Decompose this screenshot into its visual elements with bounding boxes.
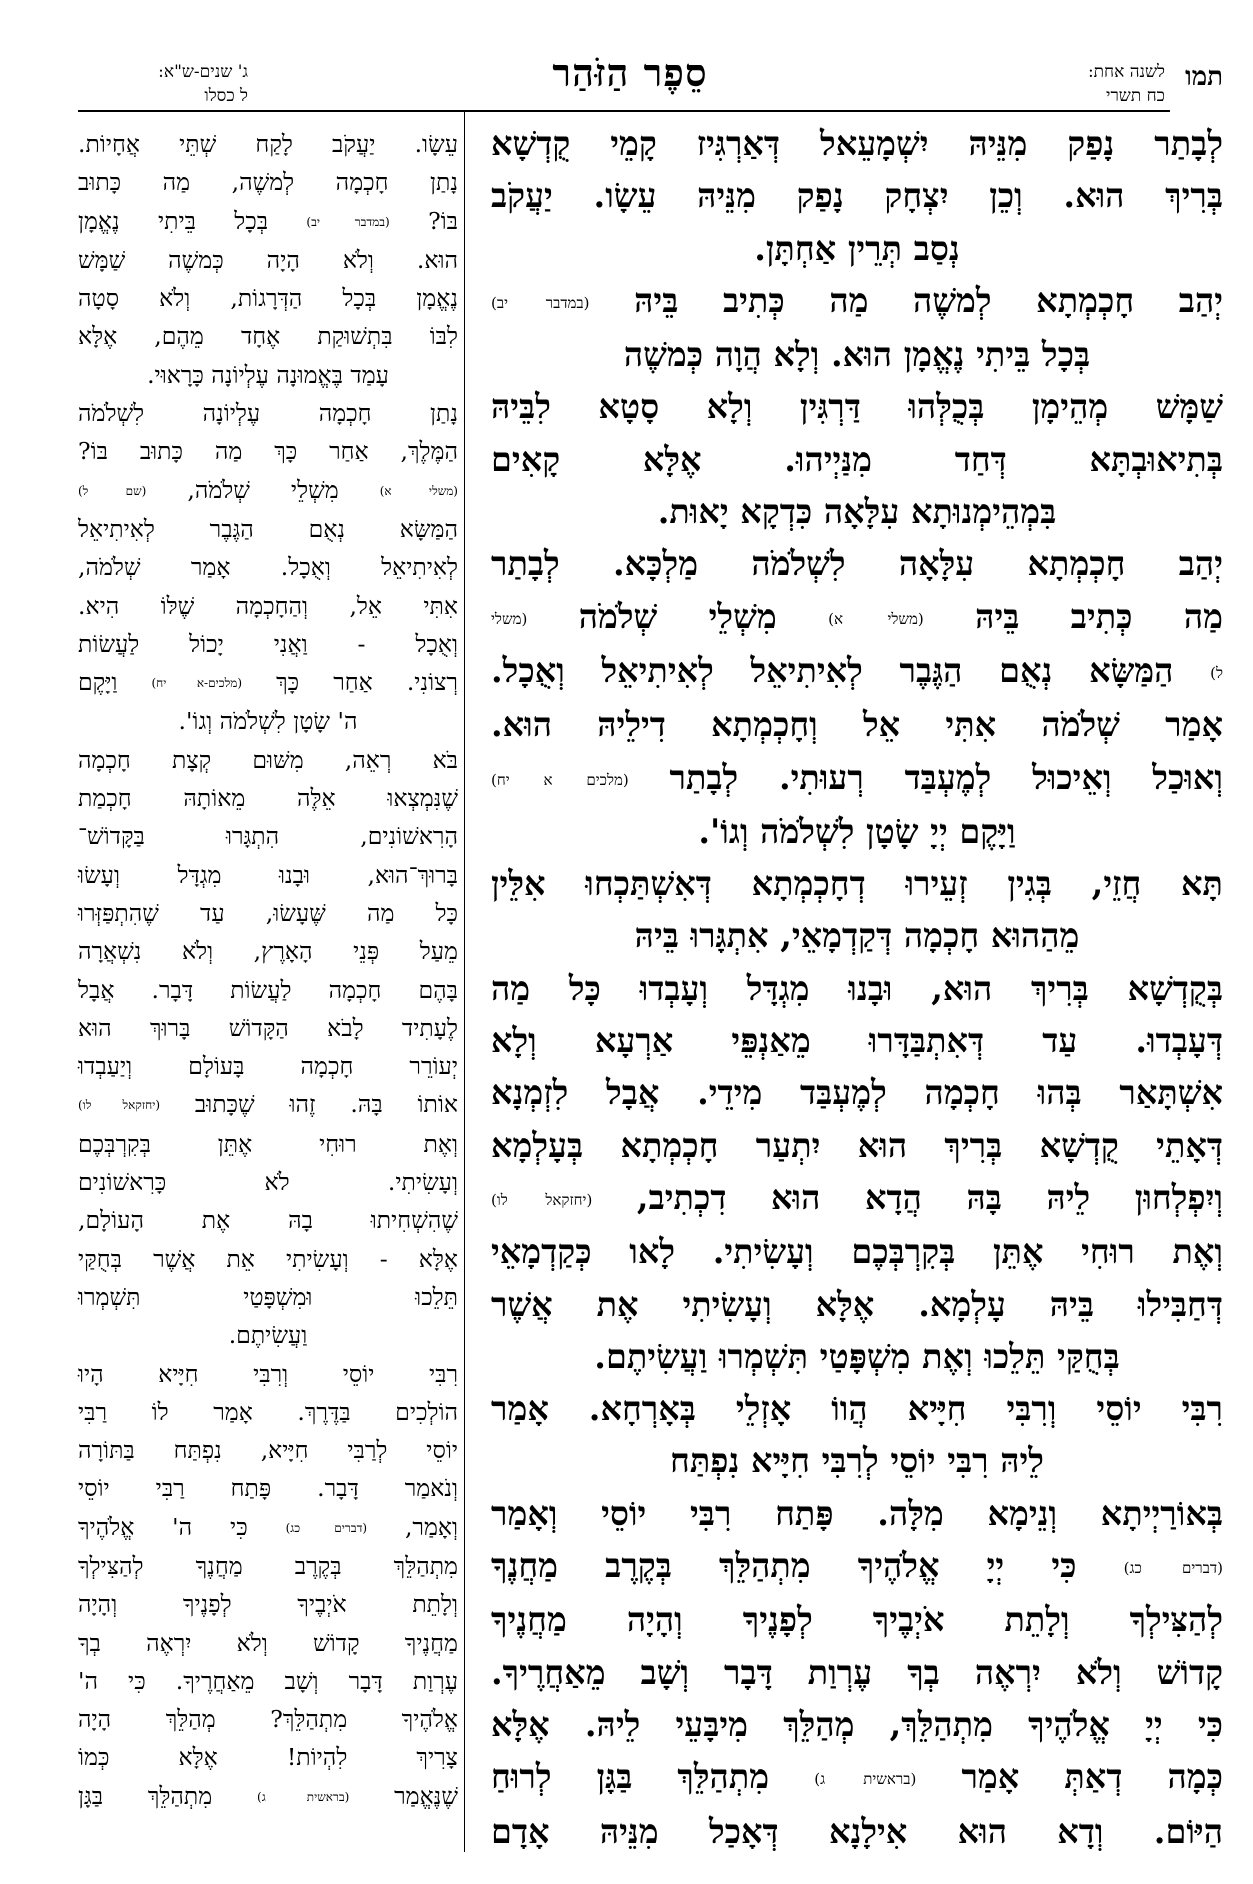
main-line: [491, 275, 1223, 329]
main-line: כִּי יְיָ אֱלֹהֶיךָ מִתְהַלֵּךְ, מְהַלֵּךְ מִיבָּעֵי לֵיהּ. אֶלָּא: [491, 1704, 1223, 1744]
yearly-label: לשנה אחת:: [1087, 62, 1165, 82]
side-line: [78, 202, 458, 241]
yearly-schedule: [1088, 60, 1165, 108]
side-line: כָּל מַה שֶּׁעָשׂוּ, עַד שֶׁהִתְפַּזְּרוּ: [78, 898, 458, 927]
main-line: בְּכָל בֵּיתִי נֶאֱמָן הוּא. וְלָא הֲוָה כְּמשֶׁה: [623, 335, 1091, 375]
main-line-text: כְּמָה דְאַתְּ אָמַר: [961, 1757, 1224, 1797]
side-line: מַחֲנֶיךָ קָדוֹשׁ וְלֹא יִרְאֶה בְךָ: [78, 1628, 458, 1657]
aramaic-column: [491, 118, 1223, 1858]
source-ref: (דברים כג): [285, 1520, 368, 1535]
main-line: לְהַצִּילְךָ וְלָתֵת אֹיְבֶיךָ לְפָנֶיךָ וְהָיָה מַחֲנֶיךָ: [491, 1600, 1223, 1640]
main-line-text: וְיִפְלְחוּן לֵיהּ בָּהּ הֲדָא הוּא דִכְתִיב,: [636, 1177, 1223, 1217]
source-ref: (יחזקאל לו): [491, 1190, 593, 1209]
source-ref: (במדבר יב): [491, 293, 590, 312]
side-line: [78, 663, 458, 702]
side-line: הוֹלְכִים בַּדֶּרֶךְ. אָמַר לוֹ רַבִּי: [78, 1397, 458, 1426]
main-line: [491, 645, 1223, 699]
main-line: דְּאָתֵי קֻדְשָׁא בְּרִיךְ הוּא יִתְעַר חָכְמְתָא בְּעָלְמָא: [491, 1125, 1223, 1165]
side-line-text: מִשְׁלֵי שְׁלֹמֹה,: [187, 475, 339, 504]
side-line: עֶרְוַת דָּבָר וְשָׁב מֵאַחֲרֶיךָ. כִּי ה': [78, 1666, 458, 1695]
side-line: בֹּא רְאֵה, מִשּׁוּם קְצָת חָכְמָה: [78, 745, 458, 774]
main-line: תָּא חֲזֵי, בְּגִין זְעֵירוּ דְחָכְמְתָא דְּאִשְׁתַּכְחוּ אִלֵּין: [491, 864, 1223, 904]
source-ref: (משלי א): [379, 483, 458, 498]
side-line-text: וַיָּקֶם: [78, 668, 118, 697]
main-line: מֵהַהוּא חָכְמָה דְּקַדְמָאֵי, אִתְגָּרוּ בֵּיהּ: [634, 916, 1080, 956]
side-line-text: כִּי ה' אֱלֹהֶיךָ: [78, 1512, 248, 1541]
hebrew-translation-column: [78, 125, 458, 1816]
side-line: שֶׁהִשְׁחִיתוּ בָהּ אֶת הָעוֹלָם,: [78, 1206, 458, 1235]
source-ref: (בראשית ג): [257, 1789, 350, 1804]
side-line: נֶאֱמָן בְּכָל הַדְּרָגוֹת, וְלֹא סָטָה: [78, 284, 458, 313]
side-line: רִבִּי יוֹסֵי וְרִבִּי חִיָּיא הָיוּ: [78, 1359, 458, 1388]
side-line: אֶלָּא - וְעָשִׂיתִי אֵת אֲשֶׁר בְּחֻקַּי: [78, 1244, 458, 1273]
source-ref: (במדבר יב): [306, 214, 390, 229]
main-line: בְּרִיךְ הוּא. וְכֵן יִצְחָק נָפַק מִנֵּיהּ עֵשָׂו. יַעֲקֹב: [491, 176, 1223, 216]
main-line-text: הַמַּשָּׂא נְאֻם הַגֶּבֶר לְאִיתִיאֵל לְאִיתִיאֵל וְאֻכָל.: [491, 650, 1174, 690]
main-line-text: יְהַב חָכְמְתָא לְמשֶׁה מַה כְּתִיב בֵּיהּ: [634, 280, 1223, 320]
main-line: [491, 1540, 1223, 1594]
side-line: אִתִּי אֵל, וְהַחָכְמָה שֶׁלּוֹ הִיא.: [78, 591, 458, 620]
side-line: [78, 1777, 458, 1816]
yearly-date: כח תשרי: [1106, 86, 1165, 106]
side-line-text: רְצוֹנִי. אַחַר כָּךְ: [276, 668, 458, 697]
side-line: וְאֻכָל - וַאֲנִי יָכוֹל לַעֲשׂוֹת: [78, 629, 458, 658]
main-line: הַיּוֹם. וְדָא הוּא אִילָנָא דְּאָכַל מִנֵּיהּ אָדָם: [491, 1811, 1223, 1851]
side-line: הַמֶּלֶךְ, אַחַר כָּךְ מַה כָּתוּב בּוֹ?: [78, 437, 458, 466]
side-line-text: אוֹתוֹ בָּהּ. זֶהוּ שֶׁכָּתוּב: [194, 1090, 458, 1119]
side-line-text: בְּכָל בֵּיתִי נֶאֱמָן: [78, 206, 269, 235]
main-line: בְּחֻקַּי תֵּלֵכוּ וְאֶת מִשְׁפָּטַי תִּשְׁמְרוּ וַעֲשִׂיתֶם.: [594, 1336, 1120, 1376]
side-line: וְלָתֵת אֹיְבֶיךָ לְפָנֶיךָ וְהָיָה: [78, 1590, 458, 1619]
main-line: רִבִּי יוֹסֵי וְרִבִּי חִיָּיא הֲווֹ אָזְלֵי בְּאָרְחָא. אָמַר: [491, 1389, 1223, 1429]
page-number: תמו: [1185, 62, 1223, 92]
main-line: נְסַב תְּרֵין אַחְתָּן.: [754, 228, 960, 268]
header-rule: [78, 110, 1170, 112]
source-ref: (משלי א): [828, 609, 924, 628]
side-line: יוֹסֵי לְרַבִּי חִיָּיא, נִפְתַּח בַּתּוֹרָה: [78, 1436, 458, 1465]
source-ref: (יחזקאל לו): [78, 1098, 161, 1113]
main-line: דְּעָבְדוּ. עַד דְּאִתְבַּדָּרוּ מֵאַנְפֵּי אַרְעָא וְלָא: [491, 1021, 1223, 1061]
main-line-text: מִשְׁלֵי שְׁלֹמֹה: [578, 596, 777, 636]
side-line: לְאִיתִיאֵל וְאֻכָל. אָמַר שְׁלֹמֹה,: [78, 553, 458, 582]
main-line-text: כִּי יְיָ אֱלֹהֶיךָ מִתְהַלֵּךְ בְּקֶרֶב מַחֲנֶךָ: [491, 1546, 1077, 1586]
source-ref: ל): [1210, 663, 1223, 682]
source-ref: (מלכים-א יח): [151, 676, 243, 691]
side-line: עָמַד בֶּאֱמוּנָה עֶלְיוֹנָה כָּרָאוּי.: [147, 360, 389, 389]
main-line: אָמַר שְׁלֹמֹה אִתִּי אֵל וְחָכְמְתָא דִילֵיהּ הוּא.: [491, 705, 1223, 745]
side-line-text: מִתְהַלֵּךְ בַּגָּן: [78, 1781, 213, 1810]
side-line: נָתַן חָכְמָה לְמשֶׁה, מַה כָּתוּב: [78, 168, 458, 197]
side-line-text: שֶׁנֶּאֱמַר: [394, 1781, 458, 1810]
side-line-text: וְאָמַר,: [404, 1512, 458, 1541]
side-line: נָתַן חָכְמָה עֶלְיוֹנָה לִשְׁלֹמֹה: [78, 399, 458, 428]
main-line: קָדוֹשׁ וְלֹא יִרְאֶה בְךָ עֶרְוַת דָּבָר וְשָׁב מֵאַחֲרֶיךָ.: [491, 1652, 1223, 1692]
side-line: בָּרוּךְ־הוּא, וּבָנוּ מִגְדָּל וְעָשׂוּ: [78, 860, 458, 889]
source-ref: (דברים כג): [1123, 1559, 1223, 1578]
main-line: שַׁמָּשׁ מְהֵימָן בְּכֻלְּהוּ דַּרְגִּין וְלָא סָטָא לִבֵּיהּ: [491, 387, 1223, 427]
source-ref: (מלכים א יח): [491, 770, 629, 789]
side-line: אֱלֹהֶיךָ מִתְהַלֵּךְ? מְהַלֵּךְ הָיָה: [78, 1705, 458, 1734]
main-line: בְּאוֹרַיְיתָא וְנֵימָא מִלָּה. פָּתַח רִבִּי יוֹסֵי וְאָמַר: [491, 1493, 1223, 1533]
side-line: יְעוֹרֵר חָכְמָה בָּעוֹלָם וְיַעַבְדוּ: [78, 1052, 458, 1081]
main-line: [491, 1172, 1223, 1226]
side-line: שֶׁנִּמְצְאוּ אֵלֶּה מֵאוֹתָהּ חָכְמַת: [78, 784, 458, 813]
main-line-text: מַה כְּתִיב בֵּיהּ: [975, 596, 1224, 636]
main-line: בִּמְהֵימְנוּתָא עִלָּאָה כִּדְקָא יָאוּת.: [657, 492, 1057, 532]
main-line: בְּקֻדְשָׁא בְּרִיךְ הוּא, וּבָנוּ מִגְדָּל וְעָבְדוּ כָּל מַה: [491, 968, 1223, 1008]
side-line: וַעֲשִׂיתֶם.: [228, 1321, 308, 1350]
side-line: תֵּלֵכוּ וּמִשְׁפָּטַי תִּשְׁמְרוּ: [78, 1282, 458, 1311]
side-line: לִבּוֹ בִּתְשׁוּקַת אֶחָד מֵהֶם, אֶלָּא: [78, 322, 458, 351]
main-line: לְבָתַר נָפַק מִנֵּיהּ יִשְׁמָעֵאל דְּאַרְגִּיז קָמֵי קֻדְשָׁא: [491, 124, 1223, 163]
side-line: [78, 471, 458, 510]
side-line: מֵעַל פְּנֵי הָאָרֶץ, וְלֹא נִשְׁאֲרָה: [78, 937, 458, 966]
main-line: לֵיהּ רִבִּי יוֹסֵי לְרִבִּי חִיָּיא נִפְתַּח: [670, 1441, 1044, 1481]
side-line-text: בּוֹ?: [428, 206, 458, 235]
side-line: וְנֹאמַר דָּבָר. פָּתַח רַבִּי יוֹסֵי: [78, 1474, 458, 1503]
side-line: [78, 1085, 458, 1124]
side-line: צָרִיךְ לִהְיוֹת! אֶלָּא כְּמוֹ: [78, 1743, 458, 1772]
source-ref: (משלי: [491, 609, 528, 628]
side-line: עֵשָׂו. יַעֲקֹב לָקַח שְׁתֵּי אֲחָיוֹת.: [78, 130, 458, 158]
side-line: הָרִאשׁוֹנִים, הִתְגָּרוּ בַּקָּדוֹשׁ־: [78, 822, 458, 851]
main-line: [491, 1751, 1223, 1805]
main-line: [491, 591, 1223, 645]
side-line: הַמַּשָּׂא נְאֻם הַגֶּבֶר לְאִיתִיאֵל: [78, 514, 458, 543]
source-ref: (שם ל): [78, 483, 147, 498]
side-line: בָּהֶם חָכְמָה לַעֲשׂוֹת דָּבָר. אֲבָל: [78, 975, 458, 1004]
side-line: ה' שָׂטָן לִשְׁלֹמֹה וְגוֹ'.: [178, 707, 358, 736]
main-line: וַיָּקֶם יְיָ שָׂטָן לִשְׁלֹמֹה וְגוֹ'.: [698, 811, 1016, 851]
side-line: [78, 1508, 458, 1547]
main-line-text: וְאוּכַל וְאֵיכוּל לְמֶעְבַּד רְעוּתִי. לְבָתַר: [669, 757, 1223, 797]
main-line-text: מִתְהַלֵּךְ בַּגָּן לְרוּחַ: [491, 1757, 770, 1797]
column-divider: [464, 112, 465, 1852]
main-line: דְּחַבִּילוּ בֵּיהּ עָלְמָא. אֶלָּא וְעָשִׂיתִי אֶת אֲשֶׁר: [491, 1284, 1223, 1324]
side-line: הוּא. וְלֹא הָיָה כְּמשֶׁה שַׁמָּשׁ: [78, 245, 458, 274]
main-line: בְּתִיאוּבְתָּא דְּחַד מִנַּיְיהוּ. אֶלָּא קָאִים: [491, 439, 1223, 479]
cycle-schedule: [78, 60, 248, 108]
main-line: [491, 752, 1223, 806]
side-line: וְאֶת רוּחִי אֶתֵּן בְּקִרְבְּכֶם: [78, 1129, 458, 1158]
side-line: וְעָשִׂיתִי. לֹא כָּרִאשׁוֹנִים: [78, 1168, 458, 1197]
main-line: וְאֶת רוּחִי אֶתֵּן בְּקִרְבְּכֶם וְעָשִׂיתִי. לָאו כְּקַדְמָאֵי: [491, 1232, 1223, 1272]
side-line: מִתְהַלֵּךְ בְּקֶרֶב מַחֲנֶךָ לְהַצִּילְךָ: [78, 1551, 458, 1580]
main-line: יְהַב חָכְמְתָא עִלָּאָה לִשְׁלֹמֹה מַלְכָּא. לְבָתַר: [491, 544, 1223, 584]
book-title: סֵפֶר הַזֹּהַר: [552, 50, 708, 95]
main-line: אִשְׁתָּאַר בְּהוּ חָכְמָה לְמֶעְבַּד מִידֵי. אֲבָל לִזְמְנָא: [491, 1073, 1223, 1113]
cycle-label: ג' שנים-ש"א:: [158, 62, 248, 82]
side-line: לֶעָתִיד לָבֹא הַקָּדוֹשׁ בָּרוּךְ הוּא: [78, 1013, 458, 1042]
source-ref: (בראשית ג): [814, 1770, 917, 1789]
cycle-date: ל כסלו: [204, 86, 248, 106]
